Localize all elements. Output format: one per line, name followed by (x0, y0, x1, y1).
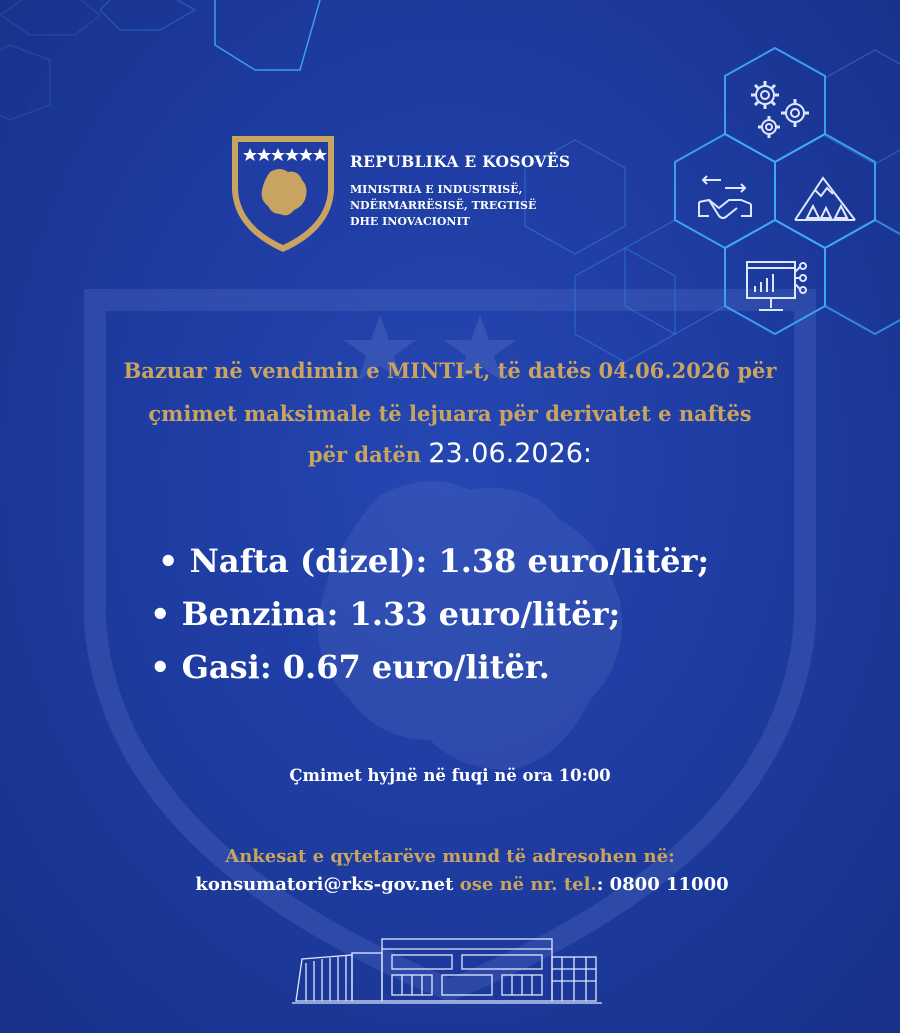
price-gasoline: • Benzina: 1.33 euro/litër; (150, 595, 621, 633)
analytics-monitor-icon (745, 258, 809, 316)
ministry-line: DHE INOVACIONIT (350, 215, 470, 228)
header (228, 130, 648, 260)
ministry-name (350, 182, 536, 230)
intro-line-date (40, 438, 860, 469)
intro-line: Bazuar në vendimin e MINTI-t, të datës 04.06.2026 për (123, 358, 777, 383)
intro-date-prefix: për datën (307, 442, 429, 467)
contact-email[interactable]: konsumatori@rks-gov.net (195, 874, 454, 895)
building-icon (292, 935, 602, 1007)
effective-time-note: Çmimet hyjnë në fuqi në ora 10:00 (289, 766, 611, 785)
gears-icon (745, 75, 815, 145)
kosovo-emblem-icon (228, 130, 338, 255)
contact-middle-text: ose në nr. tel. (453, 874, 597, 895)
ministry-line: NDËRMARRËSISË, TREGTISË (350, 199, 537, 212)
effective-date: 23.06.2026: (428, 438, 593, 469)
price-gas: • Gasi: 0.67 euro/litër. (150, 648, 550, 686)
country-title: REPUBLIKA E KOSOVËS (350, 152, 571, 171)
mountain-trees-icon (793, 170, 857, 226)
complaints-note: Ankesat e qytetarëve mund të adresohen në: (225, 846, 675, 867)
contact-line (0, 874, 900, 895)
contact-phone[interactable]: 0800 11000 (609, 874, 729, 895)
handshake-icon (695, 170, 755, 230)
contact-colon: : (596, 874, 610, 895)
price-list (150, 535, 709, 694)
intro-line: çmimet maksimale të lejuara për derivatet e naftës (148, 401, 752, 426)
ministry-line: MINISTRIA E INDUSTRISË, (350, 183, 523, 196)
price-diesel: • Nafta (dizel): 1.38 euro/litër; (158, 542, 710, 580)
